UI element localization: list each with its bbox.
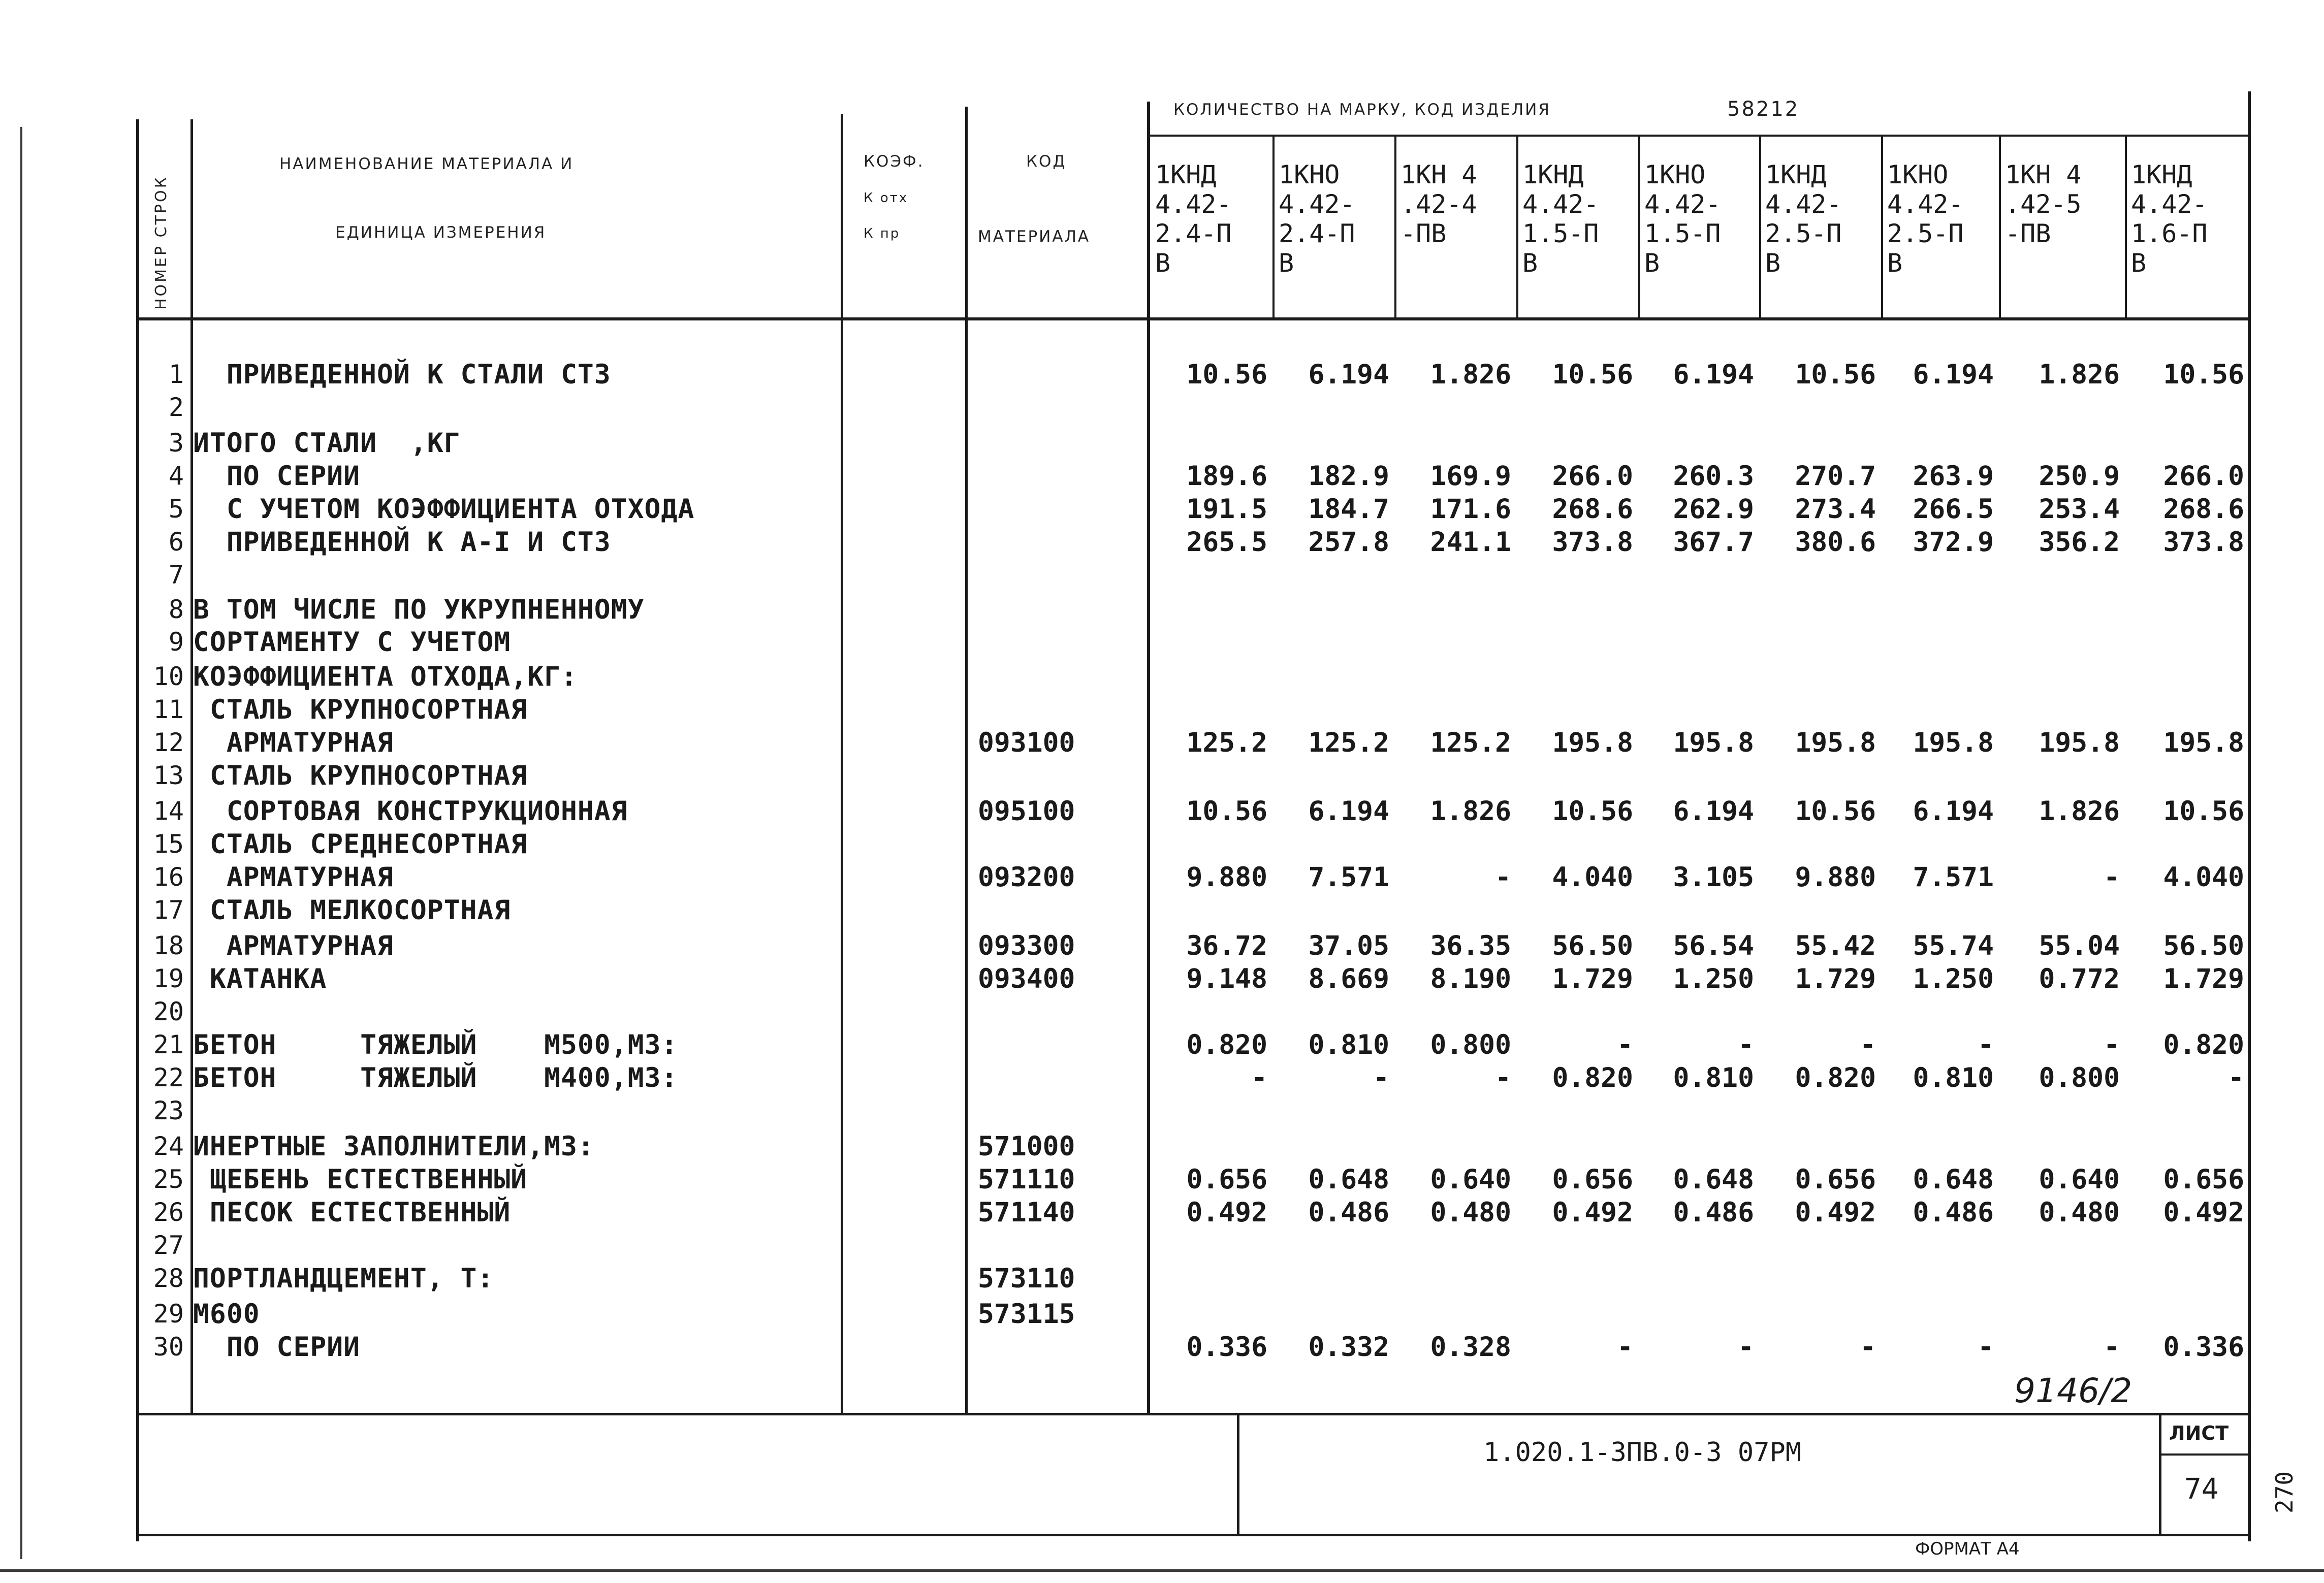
table-row	[0, 1298, 2324, 1331]
quantity-value: 373.8	[2163, 527, 2244, 558]
quantity-value: 257.8	[1308, 527, 1389, 558]
value-column-border	[2125, 135, 2127, 320]
quantity-value: 0.820	[1795, 1062, 1876, 1093]
row-number: 3	[168, 428, 184, 458]
quantity-value: 265.5	[1186, 527, 1267, 558]
quantity-value: 0.656	[1552, 1164, 1633, 1195]
quantity-value: 10.56	[1186, 796, 1267, 827]
quantity-value: -	[1617, 1029, 1633, 1060]
table-row	[0, 929, 2324, 962]
quantity-value: 125.2	[1430, 727, 1511, 758]
material-name: СТАЛЬ МЕЛКОСОРТНАЯ	[193, 895, 511, 926]
quantity-value: 0.800	[2039, 1062, 2120, 1093]
quantity-value: 373.8	[1552, 527, 1633, 558]
material-name: АРМАТУРНАЯ	[193, 930, 394, 961]
row-number: 5	[168, 494, 184, 524]
material-code: 095100	[978, 796, 1075, 827]
quantity-value: 125.2	[1186, 727, 1267, 758]
quantity-value: 1.826	[2039, 359, 2120, 390]
row-number: 2	[168, 393, 184, 422]
row-number: 1	[168, 360, 184, 389]
quantity-value: 55.74	[1913, 930, 1994, 961]
quantity-value: 1.250	[1673, 963, 1754, 994]
quantity-header-line	[1147, 135, 2249, 137]
material-code: 571110	[978, 1164, 1075, 1195]
material-code: 571000	[978, 1131, 1075, 1162]
material-name: СОРТОВАЯ КОНСТРУКЦИОННАЯ	[193, 796, 628, 827]
quantity-value: 1.729	[1552, 963, 1633, 994]
table-row	[0, 1196, 2324, 1229]
quantity-value: 37.05	[1308, 930, 1389, 961]
quantity-value: -	[1251, 1062, 1267, 1093]
quantity-value: 9.880	[1795, 862, 1876, 893]
product-code-label: 58212	[1727, 98, 1800, 121]
handwritten-number: 9146/2	[2014, 1371, 2132, 1410]
sheet-number: 74	[2184, 1473, 2219, 1506]
quantity-value: 260.3	[1673, 461, 1754, 492]
quantity-value: 0.656	[1795, 1164, 1876, 1195]
material-name: ПО СЕРИИ	[193, 1332, 361, 1363]
material-code: 093300	[978, 930, 1075, 961]
material-name: СТАЛЬ КРУПНОСОРТНАЯ	[193, 694, 528, 725]
quantity-value: 372.9	[1913, 527, 1994, 558]
material-name-header-1: НАИМЕНОВАНИЕ МАТЕРИАЛА И	[279, 155, 574, 173]
quantity-value: 6.194	[1673, 359, 1754, 390]
quantity-value: 268.6	[1552, 494, 1633, 525]
table-row	[0, 962, 2324, 995]
material-name: АРМАТУРНАЯ	[193, 862, 394, 893]
material-name: ПРИВЕДЕННОЙ К СТАЛИ СТ3	[193, 359, 611, 390]
coef-header-1: КОЭФ.	[864, 152, 925, 171]
row-number-header: НОМЕР СТРОК	[152, 175, 170, 310]
value-column-border	[1516, 135, 1518, 320]
table-row	[0, 460, 2324, 493]
quantity-value: 1.826	[2039, 796, 2120, 827]
quantity-value: -	[1978, 1332, 1994, 1363]
quantity-value: 36.35	[1430, 930, 1511, 961]
quantity-value: 56.50	[1552, 930, 1633, 961]
quantity-value: -	[1373, 1062, 1389, 1093]
product-column-header: 1КН 4 .42-5 -ПВ	[2005, 160, 2082, 248]
quantity-value: 0.486	[1673, 1197, 1754, 1228]
quantity-value: 0.640	[2039, 1164, 2120, 1195]
table-bottom-line	[136, 1413, 2249, 1415]
code-header-1: КОД	[1026, 152, 1067, 171]
quantity-value: 367.7	[1673, 527, 1754, 558]
quantity-value: 8.669	[1308, 963, 1389, 994]
quantity-value: -	[1738, 1332, 1754, 1363]
quantity-value: 262.9	[1673, 494, 1754, 525]
quantity-value: 171.6	[1430, 494, 1511, 525]
quantity-value: 182.9	[1308, 461, 1389, 492]
side-page-number: 270	[2271, 1471, 2298, 1513]
quantity-value: 10.56	[1552, 796, 1633, 827]
quantity-value: -	[2228, 1062, 2244, 1093]
sheet-label: ЛИСТ	[2169, 1422, 2229, 1444]
quantity-value: 9.148	[1186, 963, 1267, 994]
quantity-value: 6.194	[1308, 796, 1389, 827]
row-number: 6	[168, 527, 184, 557]
quantity-value: 263.9	[1913, 461, 1994, 492]
quantity-value: -	[2104, 862, 2120, 893]
material-code: 571140	[978, 1197, 1075, 1228]
quantity-value: 1.729	[2163, 963, 2244, 994]
material-code: 573115	[978, 1299, 1075, 1330]
quantity-value: -	[2104, 1332, 2120, 1363]
row-number: 11	[153, 695, 184, 724]
value-column-border	[1272, 135, 1275, 320]
quantity-value: 0.820	[1186, 1029, 1267, 1060]
quantity-value: 0.648	[1913, 1164, 1994, 1195]
quantity-value: 195.8	[2039, 727, 2120, 758]
quantity-value: 3.105	[1673, 862, 1754, 893]
quantity-header-label: КОЛИЧЕСТВО НА МАРКУ, КОД ИЗДЕЛИЯ	[1173, 101, 1551, 119]
quantity-value: 184.7	[1308, 494, 1389, 525]
quantity-value: 0.336	[1186, 1332, 1267, 1363]
row-number: 28	[153, 1264, 184, 1293]
material-name: ПРИВЕДЕННОЙ К А-I И СТ3	[193, 527, 611, 558]
table-row	[0, 626, 2324, 659]
material-name: АРМАТУРНАЯ	[193, 727, 394, 758]
row-number: 8	[168, 595, 184, 624]
quantity-value: 0.800	[1430, 1029, 1511, 1060]
quantity-value: 0.492	[1186, 1197, 1267, 1228]
quantity-value: 266.5	[1913, 494, 1994, 525]
quantity-value: 0.336	[2163, 1332, 2244, 1363]
product-column-header: 1КНД 4.42- 2.5-П В	[1765, 160, 1842, 278]
quantity-value: 0.648	[1673, 1164, 1754, 1195]
table-row	[0, 1229, 2324, 1262]
table-row	[0, 726, 2324, 759]
table-row	[0, 1061, 2324, 1094]
quantity-value: 36.72	[1186, 930, 1267, 961]
material-name: СТАЛЬ КРУПНОСОРТНАЯ	[193, 760, 528, 791]
header-bottom-line	[136, 317, 2249, 320]
quantity-value: 195.8	[1552, 727, 1633, 758]
product-column-header: 1КН 4 .42-4 -ПВ	[1400, 160, 1477, 248]
quantity-value: 0.480	[2039, 1197, 2120, 1228]
quantity-value: 9.880	[1186, 862, 1267, 893]
product-column-header: 1КНО 4.42- 2.4-П В	[1279, 160, 1355, 278]
row-number: 19	[153, 964, 184, 993]
row-number: 16	[153, 862, 184, 892]
row-number: 21	[153, 1030, 184, 1059]
quantity-value: 6.194	[1308, 359, 1389, 390]
row-number: 26	[153, 1198, 184, 1227]
quantity-value: 8.190	[1430, 963, 1511, 994]
quantity-value: 189.6	[1186, 461, 1267, 492]
quantity-value: 380.6	[1795, 527, 1876, 558]
quantity-value: 0.492	[1552, 1197, 1633, 1228]
quantity-value: 0.328	[1430, 1332, 1511, 1363]
product-column-header: 1КНД 4.42- 1.5-П В	[1522, 160, 1599, 278]
quantity-value: 195.8	[2163, 727, 2244, 758]
value-column-border	[1638, 135, 1640, 320]
table-row	[0, 1028, 2324, 1061]
material-name: КАТАНКА	[193, 963, 327, 994]
quantity-value: 0.810	[1913, 1062, 1994, 1093]
row-number: 13	[153, 761, 184, 790]
table-row	[0, 493, 2324, 526]
table-row	[0, 693, 2324, 726]
quantity-value: 0.656	[1186, 1164, 1267, 1195]
row-number: 29	[153, 1299, 184, 1329]
table-row	[0, 1094, 2324, 1127]
product-column-header: 1КНО 4.42- 1.5-П В	[1644, 160, 1721, 278]
row-number: 30	[153, 1332, 184, 1362]
row-number: 27	[153, 1231, 184, 1260]
material-code: 093200	[978, 862, 1075, 893]
product-column-header: 1КНД 4.42- 1.6-П В	[2131, 160, 2208, 278]
table-row	[0, 1130, 2324, 1163]
quantity-value: 7.571	[1913, 862, 1994, 893]
quantity-value: 1.826	[1430, 359, 1511, 390]
material-name-header-2: ЕДИНИЦА ИЗМЕРЕНИЯ	[335, 223, 547, 242]
quantity-value: 1.826	[1430, 796, 1511, 827]
quantity-value: 0.820	[1552, 1062, 1633, 1093]
row-number: 17	[153, 895, 184, 925]
quantity-value: 268.6	[2163, 494, 2244, 525]
material-name: В ТОМ ЧИСЛЕ ПО УКРУПНЕННОМУ	[193, 594, 645, 625]
table-row	[0, 526, 2324, 559]
material-name: КОЭФФИЦИЕНТА ОТХОДА,КГ:	[193, 661, 578, 692]
bottom-scan-edge	[0, 1569, 2324, 1572]
document-code: 1.020.1-3ПВ.0-3 07РМ	[1483, 1437, 1802, 1468]
row-number: 9	[168, 627, 184, 657]
quantity-value: 0.810	[1308, 1029, 1389, 1060]
quantity-value: -	[1617, 1332, 1633, 1363]
format-label: ФОРМАТ А4	[1915, 1539, 2020, 1559]
table-row	[0, 559, 2324, 592]
table-row	[0, 894, 2324, 927]
quantity-value: 4.040	[2163, 862, 2244, 893]
quantity-value: 0.810	[1673, 1062, 1754, 1093]
quantity-value: 0.492	[1795, 1197, 1876, 1228]
row-number: 7	[168, 560, 184, 590]
table-row	[0, 1331, 2324, 1364]
material-code: 093100	[978, 727, 1075, 758]
table-row	[0, 358, 2324, 391]
quantity-value: 195.8	[1913, 727, 1994, 758]
material-name: БЕТОН ТЯЖЕЛЫЙ М500,М3:	[193, 1029, 678, 1060]
material-name: ИТОГО СТАЛИ ,КГ	[193, 428, 461, 459]
quantity-value: -	[1860, 1029, 1876, 1060]
product-column-header: 1КНД 4.42- 2.4-П В	[1155, 160, 1232, 278]
quantity-value: -	[1495, 1062, 1511, 1093]
material-code: 093400	[978, 963, 1075, 994]
table-row	[0, 995, 2324, 1028]
quantity-value: 266.0	[2163, 461, 2244, 492]
coef-header-3: К пр	[864, 226, 901, 241]
quantity-value: 10.56	[1795, 796, 1876, 827]
value-column-border	[1394, 135, 1396, 320]
quantity-value: 0.772	[2039, 963, 2120, 994]
row-number: 14	[153, 796, 184, 826]
material-name: ПЕСОК ЕСТЕСТВЕННЫЙ	[193, 1197, 511, 1228]
table-row	[0, 795, 2324, 828]
quantity-value: 56.50	[2163, 930, 2244, 961]
quantity-value: 169.9	[1430, 461, 1511, 492]
quantity-value: 0.480	[1430, 1197, 1511, 1228]
material-name: ПОРТЛАНДЦЕМЕНТ, Т:	[193, 1263, 494, 1294]
quantity-value: 0.332	[1308, 1332, 1389, 1363]
quantity-value: 55.04	[2039, 930, 2120, 961]
quantity-value: 6.194	[1913, 359, 1994, 390]
table-row	[0, 1262, 2324, 1295]
table-row	[0, 759, 2324, 792]
quantity-value: 55.42	[1795, 930, 1876, 961]
quantity-value: 6.194	[1673, 796, 1754, 827]
frame-bottom-line	[136, 1534, 2249, 1536]
quantity-value: 10.56	[1552, 359, 1633, 390]
material-name: БЕТОН ТЯЖЕЛЫЙ М400,М3:	[193, 1062, 678, 1093]
row-number: 18	[153, 931, 184, 960]
quantity-value: 0.648	[1308, 1164, 1389, 1195]
table-row	[0, 861, 2324, 894]
table-row	[0, 828, 2324, 861]
quantity-value: 270.7	[1795, 461, 1876, 492]
quantity-value: 0.640	[1430, 1164, 1511, 1195]
stamp-left-line	[1237, 1415, 1239, 1535]
quantity-value: 6.194	[1913, 796, 1994, 827]
quantity-value: -	[1978, 1029, 1994, 1060]
quantity-value: 273.4	[1795, 494, 1876, 525]
quantity-value: 1.250	[1913, 963, 1994, 994]
row-number: 10	[153, 662, 184, 691]
material-name: СТАЛЬ СРЕДНЕСОРТНАЯ	[193, 829, 528, 860]
quantity-value: 10.56	[2163, 796, 2244, 827]
quantity-value: 10.56	[2163, 359, 2244, 390]
quantity-value: 241.1	[1430, 527, 1511, 558]
value-column-border	[1999, 135, 2001, 320]
value-column-border	[1881, 135, 1883, 320]
row-number: 22	[153, 1063, 184, 1092]
quantity-value: 0.486	[1913, 1197, 1994, 1228]
quantity-value: 7.571	[1308, 862, 1389, 893]
quantity-value: 0.820	[2163, 1029, 2244, 1060]
quantity-value: 191.5	[1186, 494, 1267, 525]
table-row	[0, 1163, 2324, 1196]
row-number: 24	[153, 1132, 184, 1161]
coef-header-2: К отх	[864, 190, 909, 206]
quantity-value: 195.8	[1795, 727, 1876, 758]
product-column-header: 1КНО 4.42- 2.5-П В	[1887, 160, 1964, 278]
quantity-value: 356.2	[2039, 527, 2120, 558]
material-code: 573110	[978, 1263, 1075, 1294]
quantity-value: -	[1738, 1029, 1754, 1060]
table-row	[0, 593, 2324, 626]
table-row	[0, 660, 2324, 693]
material-name: ИНЕРТНЫЕ ЗАПОЛНИТЕЛИ,М3:	[193, 1131, 594, 1162]
quantity-value: 253.4	[2039, 494, 2120, 525]
material-name: ЩЕБЕНЬ ЕСТЕСТВЕННЫЙ	[193, 1164, 528, 1195]
quantity-value: 195.8	[1673, 727, 1754, 758]
row-number: 20	[153, 997, 184, 1026]
row-number: 4	[168, 461, 184, 491]
stamp-sheet-line	[2159, 1415, 2161, 1535]
table-row	[0, 391, 2324, 424]
row-number: 23	[153, 1096, 184, 1125]
quantity-value: 4.040	[1552, 862, 1633, 893]
quantity-value: -	[1495, 862, 1511, 893]
value-column-border	[1759, 135, 1761, 320]
quantity-value: 250.9	[2039, 461, 2120, 492]
quantity-value: 10.56	[1795, 359, 1876, 390]
quantity-value: -	[2104, 1029, 2120, 1060]
table-row	[0, 427, 2324, 460]
quantity-value: 10.56	[1186, 359, 1267, 390]
quantity-value: -	[1860, 1332, 1876, 1363]
quantity-value: 0.492	[2163, 1197, 2244, 1228]
quantity-value: 0.656	[2163, 1164, 2244, 1195]
material-name: ПО СЕРИИ	[193, 461, 361, 492]
row-number: 12	[153, 728, 184, 757]
quantity-value: 0.486	[1308, 1197, 1389, 1228]
row-number: 15	[153, 829, 184, 859]
quantity-value: 125.2	[1308, 727, 1389, 758]
quantity-value: 56.54	[1673, 930, 1754, 961]
material-name: М600	[193, 1299, 260, 1330]
row-number: 25	[153, 1165, 184, 1194]
stamp-sheet-divider	[2159, 1453, 2249, 1456]
code-header-2: МАТЕРИАЛА	[978, 228, 1091, 246]
quantity-value: 1.729	[1795, 963, 1876, 994]
material-name: СОРТАМЕНТУ С УЧЕТОМ	[193, 627, 511, 658]
material-name: С УЧЕТОМ КОЭФФИЦИЕНТА ОТХОДА	[193, 494, 695, 525]
quantity-value: 266.0	[1552, 461, 1633, 492]
